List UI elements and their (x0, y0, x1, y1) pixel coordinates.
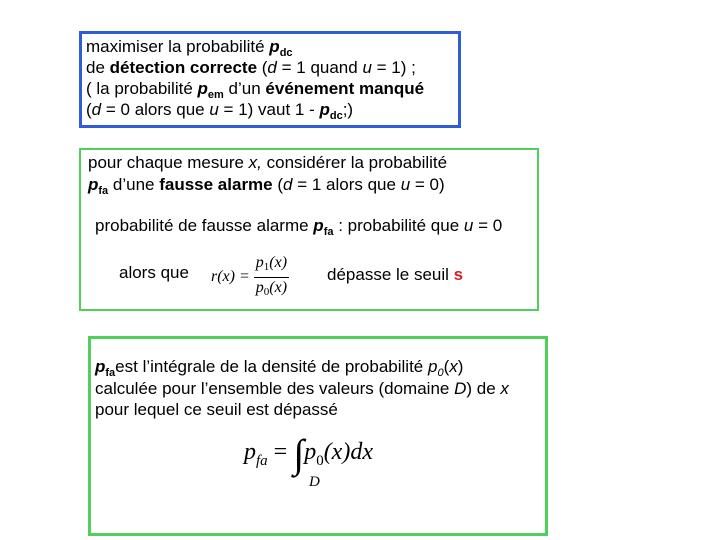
false-alarm-line-4a: alors que (119, 263, 189, 282)
false-alarm-line-3: probabilité de fausse alarme $p_{fa}$ : probabilité que u = 0 (95, 216, 503, 238)
integral-line-3: pour lequel ce seuil est dépassé (95, 400, 338, 419)
false-alarm-line-1: pour chaque mesure x, considérer la probabilité (88, 153, 448, 172)
objective-line-4: (d = 0 alors que u = 1) vaut $1 - p_{dc}$;) (86, 100, 354, 122)
objective-line-3: ( la probabilité $p_{em}$ d’un événement manqué (86, 79, 425, 101)
objective-line-1: maximiser la probabilité $p_{dc}$ (86, 37, 293, 59)
integral-line-2: calculée pour l’ensemble des valeurs (domaine D) de x (95, 379, 509, 398)
likelihood-ratio-formula: r(x) = $\frac{p1(x)}{p0(x)}$ (211, 254, 288, 298)
integral-line-1: $p_{fa}est$ l’intégrale de la densité de probabilité $p_0(x)$ (95, 357, 464, 379)
false-alarm-line-2: $p_{fa}$ d’une fausse alarme (d = 1 alors que u = 0) (88, 175, 445, 197)
integral-domain-label: D (309, 474, 320, 490)
false-alarm-integral-formula: $p_{fa} = \int p_0(x)dx$ (244, 431, 373, 476)
false-alarm-line-4b: dépasse le seuil s (327, 265, 464, 284)
objective-line-2: de détection correcte (d = 1 quand u = 1) ; (86, 58, 416, 77)
